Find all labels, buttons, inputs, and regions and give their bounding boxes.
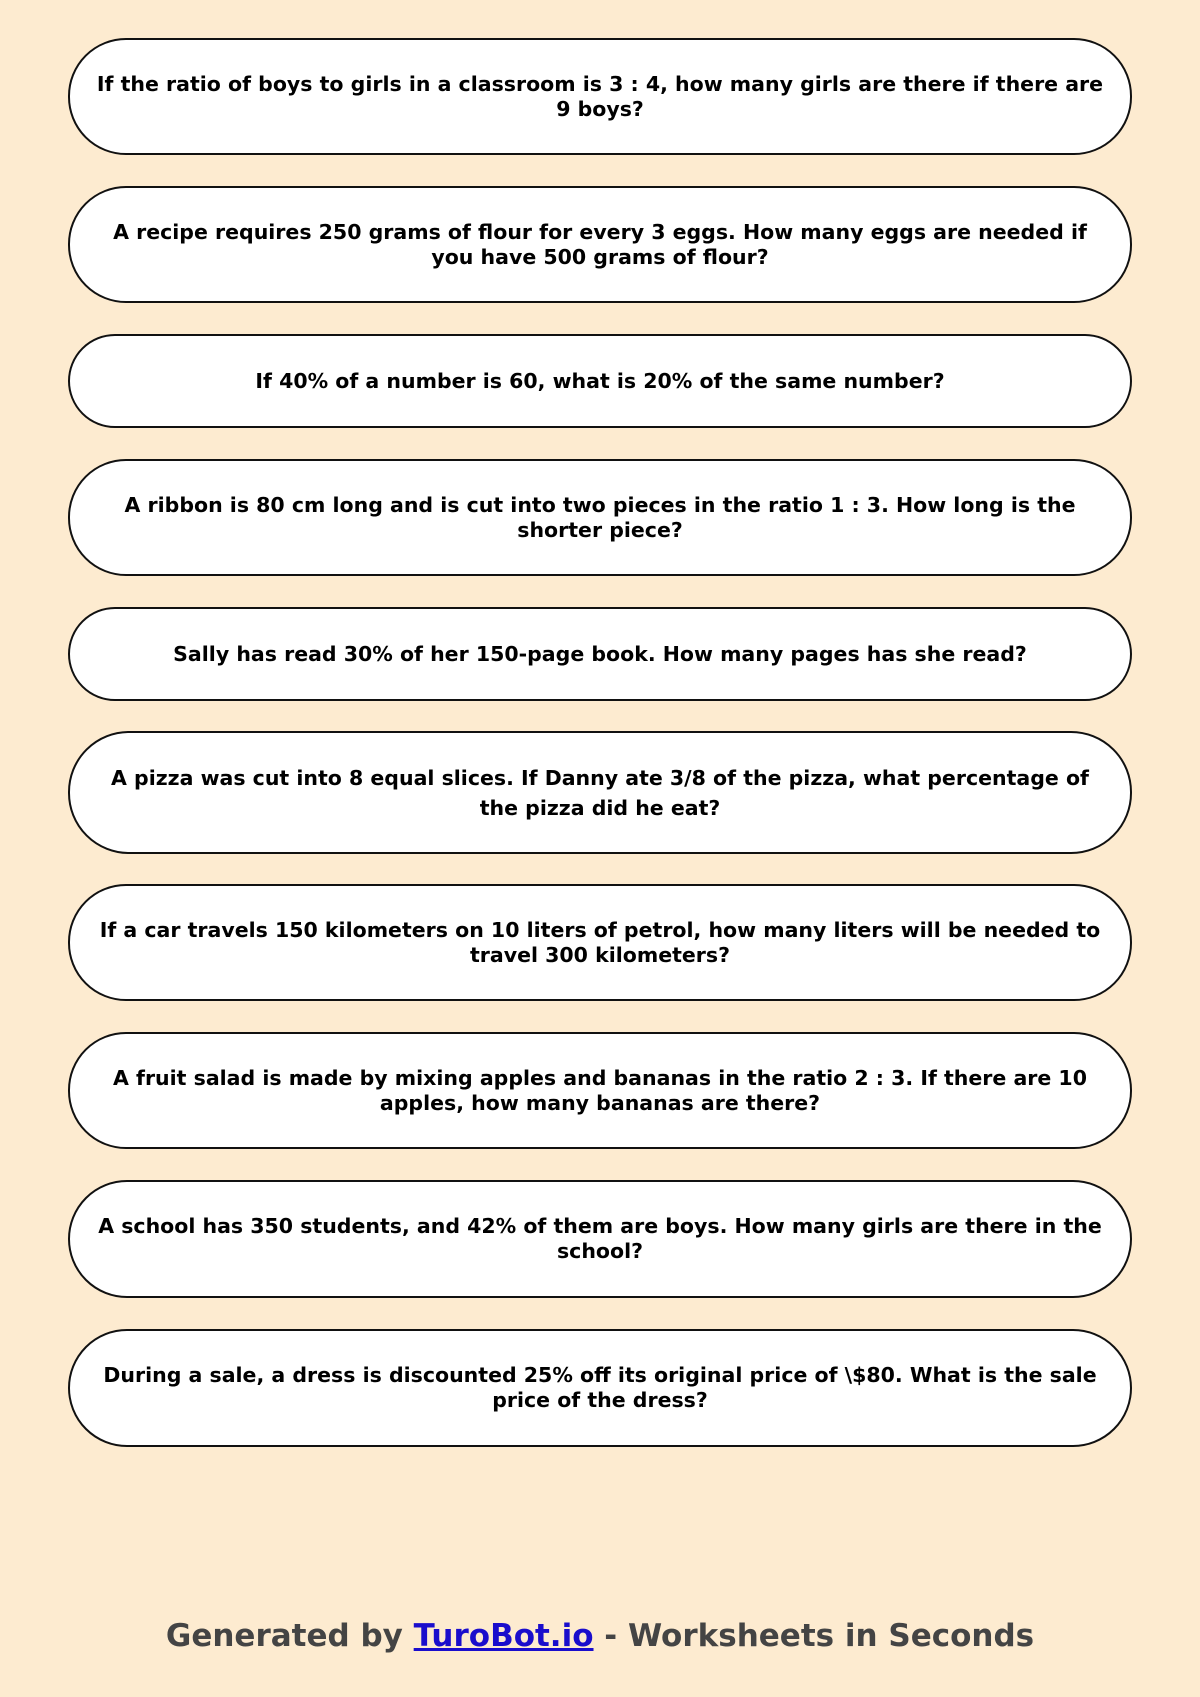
question-text: A fruit salad is made by mixing apples and bananas in the ratio 2 : 3. If there are 10 apples, how many bananas are there?	[113, 1065, 1087, 1115]
question-text: During a sale, a dress is discounted 25% off its original price of \$80. What is the sale price of the dress?	[103, 1363, 1097, 1412]
question-text: A pizza was cut into 8 equal slices. If Danny ate 3/8 of the pizza, what percentage of the pizza did he eat?	[111, 765, 1089, 820]
question-card	[68, 731, 1132, 854]
question-text: If the ratio of boys to girls in a classroom is 3 : 4, how many girls are there if there are 9 boys?	[96, 71, 1104, 121]
question-text: A recipe requires 250 grams of flour for every 3 eggs. How many eggs are needed if you have 500 grams of flour?	[113, 219, 1087, 269]
question-card	[68, 186, 1132, 303]
question-text: A school has 350 students, and 42% of them are boys. How many girls are there in the school?	[98, 1214, 1102, 1263]
question-text: A ribbon is 80 cm long and is cut into two pieces in the ratio 1 : 3. How long is the shorter piece?	[124, 492, 1076, 542]
question-text: If 40% of a number is 60, what is 20% of the same number?	[255, 368, 945, 393]
question-card	[68, 884, 1132, 1001]
footer-suffix: - Worksheets in Seconds	[593, 1618, 1035, 1654]
question-text: Sally has read 30% of her 150-page book. How many pages has she read?	[173, 641, 1027, 666]
footer-credit	[0, 1618, 1200, 1654]
question-card	[68, 607, 1132, 701]
question-card	[68, 1032, 1132, 1149]
question-card	[68, 1329, 1132, 1447]
footer-prefix: Generated by	[165, 1618, 414, 1654]
turobot-link[interactable]: TuroBot.io	[413, 1618, 594, 1654]
question-card	[68, 1180, 1132, 1298]
question-card	[68, 38, 1132, 155]
question-text: If a car travels 150 kilometers on 10 liters of petrol, how many liters will be needed to travel 300 kilometers?	[99, 917, 1101, 967]
question-card	[68, 459, 1132, 576]
question-card	[68, 334, 1132, 428]
